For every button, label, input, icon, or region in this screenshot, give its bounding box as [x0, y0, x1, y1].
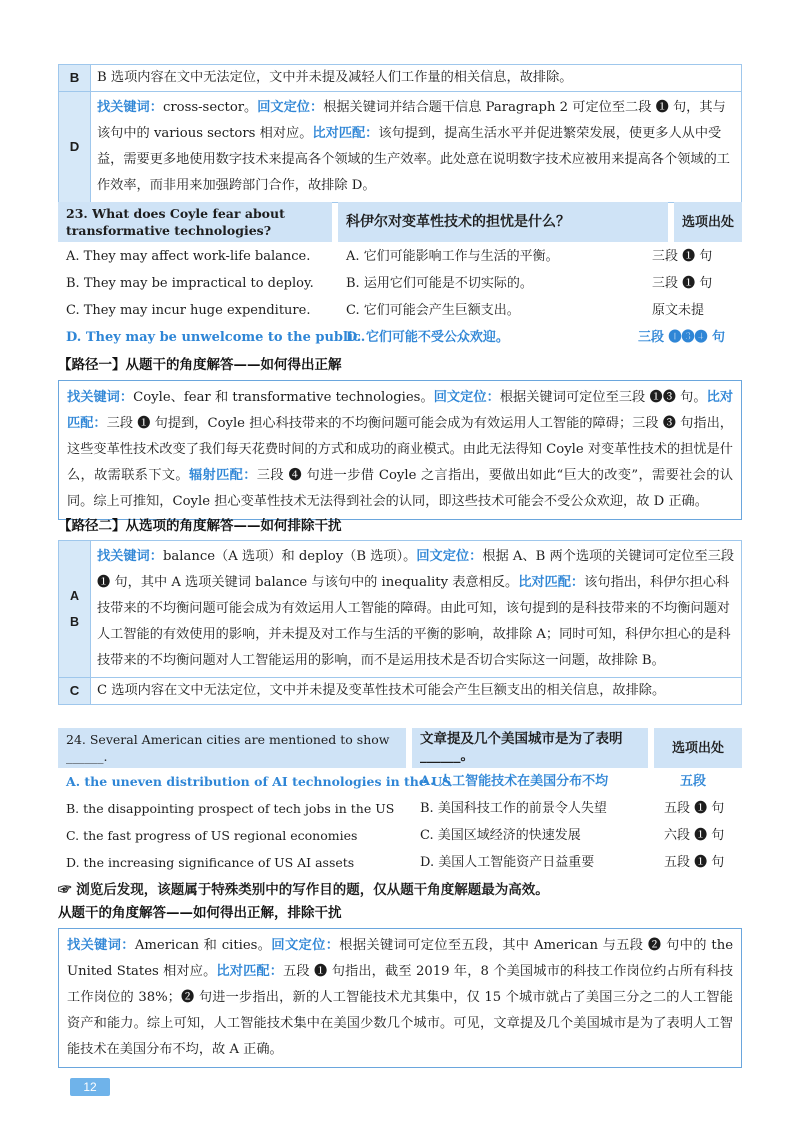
- path1-analysis-box: [58, 380, 742, 520]
- q24-opt-b-en: B. the disappointing prospect of tech jobs in the US: [66, 801, 395, 816]
- q24-heading: 从题干的角度解答——如何得出正解，排除干扰: [58, 905, 342, 921]
- q23-opt-d-cn: D. 它们可能不受公众欢迎。: [346, 330, 509, 345]
- q24-note: ☞ 浏览后发现，该题属于特殊类别中的写作目的题，仅从题干角度解题最为高效。: [58, 882, 549, 898]
- q23-opt-d-src: 三段 ❶❸❹ 句: [638, 330, 726, 345]
- q23-opt-b-cn: B. 运用它们可能是不切实际的。: [346, 276, 533, 291]
- q24-opt-b-cn: B. 美国科技工作的前景令人失望: [420, 801, 607, 816]
- q24-option-b: [58, 795, 742, 822]
- keyword-label: 比对匹配：: [216, 964, 284, 979]
- q24-header: [58, 728, 742, 768]
- q24-source-header: 选项出处: [654, 728, 742, 768]
- analysis-text: 三段 ❶ 句提到，Coyle 担心科技带来的不均衡问题可能会成为有效运用人工智能的障碍；三段 ❸ 句指出，这些变革性技术改变了我们每天花费时间的方式和成功的商业模式。由此无法得知 Coyle 对变革性技术的担忧是什么，故需联系下文。: [67, 416, 733, 483]
- q23-opt-a-cn: A. 它们可能影响工作与生活的平衡。: [346, 249, 559, 264]
- q24-question-cn: 文章提及几个美国城市是为了表明______。: [412, 728, 648, 768]
- analysis-text: 根据关键词可定位至三段 ❶❸ 句。: [499, 390, 707, 405]
- keyword-label: 回文定位：: [433, 390, 500, 405]
- q24-opt-d-en: D. the increasing significance of US AI assets: [66, 855, 355, 870]
- q24-opt-a-src: 五段: [680, 774, 707, 789]
- q23-opt-b-en: B. They may be impractical to deploy.: [66, 276, 314, 291]
- q23-opt-a-en: A. They may affect work-life balance.: [66, 249, 311, 264]
- q23-option-c: [58, 297, 742, 324]
- analysis-text: B 选项内容在文中无法定位，文中并未提及减轻人们工作量的相关信息，故排除。: [97, 70, 573, 85]
- q23-source-header: 选项出处: [674, 202, 742, 242]
- path2-heading: 【路径二】从选项的角度解答——如何排除干扰: [58, 518, 342, 534]
- analysis-text: 三段 ❹ 句进一步借 Coyle 之言指出，要做出如此“巨大的改变”，需要社会的认同。综上可推知，Coyle 担心变革性技术无法得到社会的认同，即这些技术可能会不受公众欢迎，故 D 正确。: [67, 468, 734, 509]
- q24-question-en: 24. Several American cities are mentioned to show ______.: [58, 728, 406, 768]
- q24-option-c: [58, 822, 742, 849]
- keyword-label: 找关键词：: [67, 938, 135, 953]
- keyword-label: 比对匹配：: [67, 390, 734, 431]
- q23-opt-c-cn: C. 它们可能会产生巨额支出。: [346, 303, 520, 318]
- analysis-text: 根据 A、B 两个选项的关键词可定位至三段 ❶ 句，其中 A 选项关键词 balance 与该句中的 inequality 表意相反。: [97, 549, 735, 590]
- keyword-label: 找关键词：: [97, 100, 163, 115]
- row-d-text: [91, 92, 742, 203]
- analysis-text: 根据关键词可定位至五段，其中 American 与五段 ❷ 句中的 the United States 相对应。: [67, 938, 733, 979]
- analysis-text: C 选项内容在文中无法定位，文中并未提及变革性技术可能会产生巨额支出的相关信息，故排除。: [97, 683, 666, 698]
- row-c-text: [91, 678, 742, 705]
- keyword-label: 辐射匹配：: [189, 468, 257, 483]
- row-label-c: C: [59, 678, 91, 705]
- q24-analysis-box: [58, 928, 742, 1068]
- analysis-text: 该句指出，科伊尔担心科技带来的不均衡问题可能会成为有效运用人工智能的障碍。由此可知，该句提到的是科技带来的不均衡问题对人工智能的有效使用的影响，并未提及对工作与生活的平衡的影响，故排除 A；同时可知，科伊尔担心的是科技带来的不均衡问题对人工智能运用的影响，而不是运用技术是否切合实际这一问题，故排除 B。: [97, 575, 731, 668]
- q23-opt-d-en: D. They may be unwelcome to the public.: [66, 330, 366, 345]
- row-label-b: B: [59, 65, 91, 92]
- analysis-text: 五段 ❶ 句指出，截至 2019 年，8 个美国城市的科技工作岗位约占所有科技工作岗位的 38%；❷ 句进一步指出，新的人工智能技术尤其集中，仅 15 个城市就占了美国三分之二的人工智能资产和能力。综上可知，人工智能技术集中在美国少数几个城市。可见，文章提及几个美国城市是为了表明人工智能技术在美国分布不均，故 A 正确。: [67, 964, 734, 1057]
- row-label-d: D: [59, 92, 91, 203]
- q24-opt-d-src: 五段 ❶ 句: [664, 855, 725, 870]
- q23-opt-c-src: 原文未提: [652, 303, 705, 318]
- q24-opt-c-cn: C. 美国区域经济的快速发展: [420, 828, 581, 843]
- q24-opt-a-cn: A. 人工智能技术在美国分布不均: [420, 774, 609, 789]
- page-number: 12: [70, 1078, 110, 1096]
- path1-heading: 【路径一】从题干的角度解答——如何得出正解: [58, 357, 342, 373]
- q24-opt-c-src: 六段 ❶ 句: [664, 828, 725, 843]
- analysis-text: Coyle、fear 和 transformative technologies。: [133, 390, 434, 405]
- keyword-label: 回文定位：: [416, 549, 483, 564]
- path2-table: [58, 540, 742, 705]
- row-b: [59, 65, 742, 92]
- row-d: [59, 92, 742, 203]
- keyword-label: 回文定位：: [271, 938, 340, 953]
- q23-opt-a-src: 三段 ❶ 句: [652, 249, 713, 264]
- row-b-text: [91, 65, 742, 92]
- q24-opt-b-src: 五段 ❶ 句: [664, 801, 725, 816]
- q24-option-d: [58, 849, 742, 876]
- row-c: [59, 678, 742, 705]
- q23-header: [58, 202, 742, 242]
- analysis-text: cross-sector。: [162, 100, 258, 115]
- keyword-label: 找关键词：: [67, 390, 134, 405]
- q24-opt-d-cn: D. 美国人工智能资产日益重要: [420, 855, 595, 870]
- keyword-label: 找关键词：: [97, 549, 163, 564]
- keyword-label: 比对匹配：: [518, 575, 585, 590]
- row-label-ab: A B: [59, 541, 91, 678]
- q23-question-en: 23. What does Coyle fear about transformative technologies?: [58, 202, 332, 242]
- q23-option-a: [58, 243, 742, 270]
- q23-question-cn: 科伊尔对变革性技术的担忧是什么？: [338, 202, 668, 242]
- analysis-text: 根据关键词并结合题干信息 Paragraph 2 可定位至二段 ❶ 句，其与该句中的 various sectors 相对应。: [97, 100, 726, 141]
- keyword-label: 回文定位：: [257, 100, 324, 115]
- q23-option-d: [58, 324, 742, 351]
- keyword-label: 比对匹配：: [312, 126, 379, 141]
- q24-opt-c-en: C. the fast progress of US regional economies: [66, 828, 358, 843]
- top-analysis-table: [58, 64, 742, 203]
- analysis-text: 该句提到，提高生活水平并促进繁荣发展，使更多人从中受益，需要更多地使用数字技术来提高各个领域的生产效率。此处意在说明数字技术应被用来提高各个领域的工作效率，而非用来加强跨部门合作，故排除 D。: [97, 126, 730, 193]
- q23-option-b: [58, 270, 742, 297]
- q23-opt-c-en: C. They may incur huge expenditure.: [66, 303, 311, 318]
- q23-opt-b-src: 三段 ❶ 句: [652, 276, 713, 291]
- q24-opt-a-en: A. the uneven distribution of AI technologies in the US: [66, 774, 452, 789]
- q24-option-a: [58, 768, 742, 795]
- row-ab-text: [91, 541, 742, 678]
- row-ab: [59, 541, 742, 678]
- analysis-text: balance（A 选项）和 deploy（B 选项）。: [162, 549, 417, 564]
- analysis-text: American 和 cities。: [134, 938, 272, 953]
